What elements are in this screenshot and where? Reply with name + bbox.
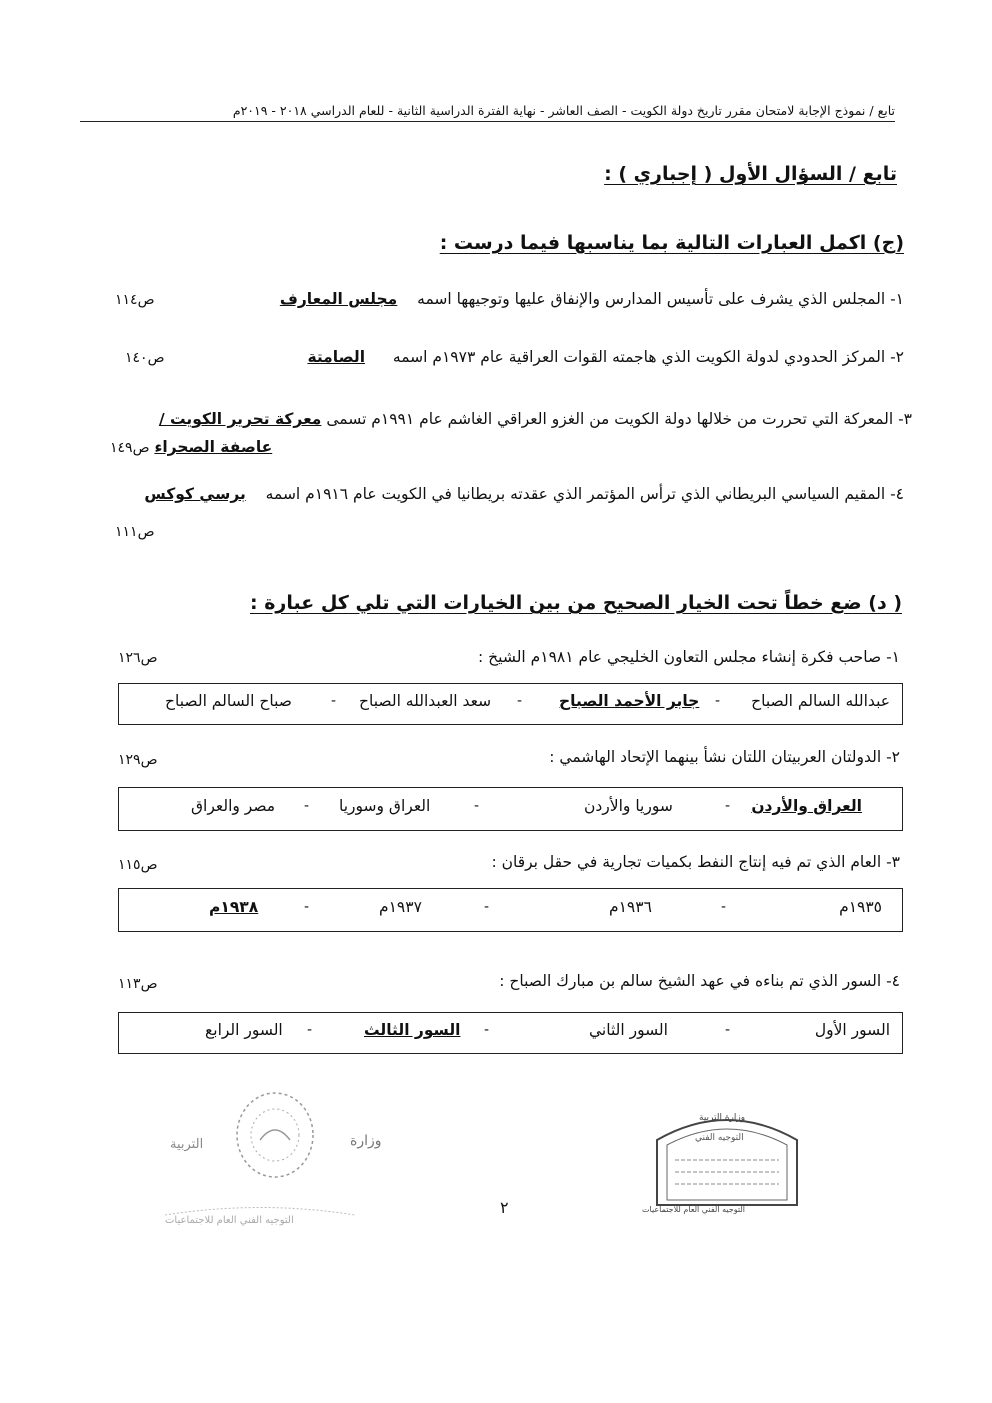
page-ref: ص١٢٩ [118,752,158,768]
separator: - [304,899,310,915]
option-correct[interactable]: جابر الأحمد الصباح [559,692,700,710]
item-text: ٤- المقيم السياسي البريطاني الذي ترأس المؤتمر الذي عقدته بريطانيا في الكويت عام ١٩١٦م اسمه [265,485,904,503]
page-ref: ص١١٣ [118,976,158,992]
item-answer: برسي كوكس [144,485,246,503]
separator: - [715,693,721,709]
option-correct[interactable]: ١٩٣٨م [209,898,259,916]
right-stamp: وزارة التربية التوجيه الفني التوجيه الفني العام للاجتماعيات [637,1105,817,1215]
left-stamp: وزارة التربية التوجيه الفني العام للاجتماعيات [160,1075,360,1235]
separator: - [517,693,523,709]
separator: - [721,899,727,915]
part-d-question-2: ٢- الدولتان العربيتان اللتان نشأ بينهما الإتحاد الهاشمي : [549,748,900,766]
page-number: ٢ [500,1198,509,1217]
options-box-1 [118,683,903,725]
page-ref: ص١١١ [115,524,155,540]
separator: - [331,693,337,709]
separator: - [484,1022,490,1038]
part-c-item-1 [280,290,904,308]
part-c-item-4 [144,485,904,503]
option-correct[interactable]: العراق والأردن [751,797,862,815]
page-ref: ص١٤٠ [125,350,165,366]
option[interactable]: السور الثاني [589,1021,668,1039]
separator: - [304,798,310,814]
option-correct[interactable]: السور الثالث [364,1021,461,1039]
option[interactable]: سوريا والأردن [584,797,673,815]
page-ref: ص١١٥ [118,857,158,873]
options-box-2 [118,787,903,831]
page-ref: ص١١٤ [115,292,155,308]
option[interactable]: العراق وسوريا [339,797,431,815]
item-answer: معركة تحرير الكويت / [158,410,322,428]
part-c-item-3 [159,410,912,428]
item-answer: مجلس المعارف [279,290,398,308]
separator: - [307,1022,313,1038]
option[interactable]: صباح السالم الصباح [165,692,292,710]
seal-icon [160,1075,360,1235]
option[interactable]: ١٩٣٦م [609,898,652,916]
option[interactable]: السور الرابع [205,1021,283,1039]
options-box-3 [118,888,903,932]
item-text: ٢- المركز الحدودي لدولة الكويت الذي هاجمته القوات العراقية عام ١٩٧٣م اسمه [392,348,904,366]
option[interactable]: عبدالله السالم الصباح [751,692,890,710]
part-c-item-2 [307,348,904,366]
part-d-question-3: ٣- العام الذي تم فيه إنتاج النفط بكميات تجارية في حقل برقان : [491,853,900,871]
option[interactable]: السور الأول [814,1021,890,1039]
option[interactable]: ١٩٣٥م [839,898,882,916]
item-text: ٣- المعركة التي تحررت من خلالها دولة الكويت من الغزو العراقي الغاشم عام ١٩٩١م تسمى [326,410,912,428]
separator: - [725,1022,731,1038]
option[interactable]: مصر والعراق [191,797,276,815]
page-ref: ص١٢٦ [118,650,158,666]
separator: - [484,899,490,915]
document-header: تابع / نموذج الإجابة لامتحان مقرر تاريخ دولة الكويت - الصف العاشر - نهاية الفترة الدراسية الثانية - للعام الدراسي ٢٠١٨ - ٢٠١٩م [80,103,895,122]
item-answer: الصامتة [307,348,366,366]
item-text: ١- المجلس الذي يشرف على تأسيس المدارس والإنفاق عليها وتوجيهها اسمه [417,290,904,308]
page-ref: ص١٤٩ [110,440,150,456]
item-answer-alt: عاصفة الصحراء [154,438,273,456]
separator: - [474,798,480,814]
part-d-question-4: ٤- السور الذي تم بناءه في عهد الشيخ سالم بن مبارك الصباح : [499,972,900,990]
part-d-question-1: ١- صاحب فكرة إنشاء مجلس التعاون الخليجي عام ١٩٨١م الشيخ : [478,648,900,666]
separator: - [725,798,731,814]
options-box-4 [118,1012,903,1054]
part-c-item-3-cont [110,438,272,456]
section-title: تابع / السؤال الأول ( إجباري ) : [604,163,897,185]
part-c-heading: (ج) اكمل العبارات التالية بما يناسبها فيما درست : [439,232,904,254]
option[interactable]: ١٩٣٧م [379,898,422,916]
option[interactable]: سعد العبدالله الصباح [359,692,492,710]
part-d-heading: ( د) ضع خطاً تحت الخيار الصحيح من بين الخيارات التي تلي كل عبارة : [249,592,902,614]
